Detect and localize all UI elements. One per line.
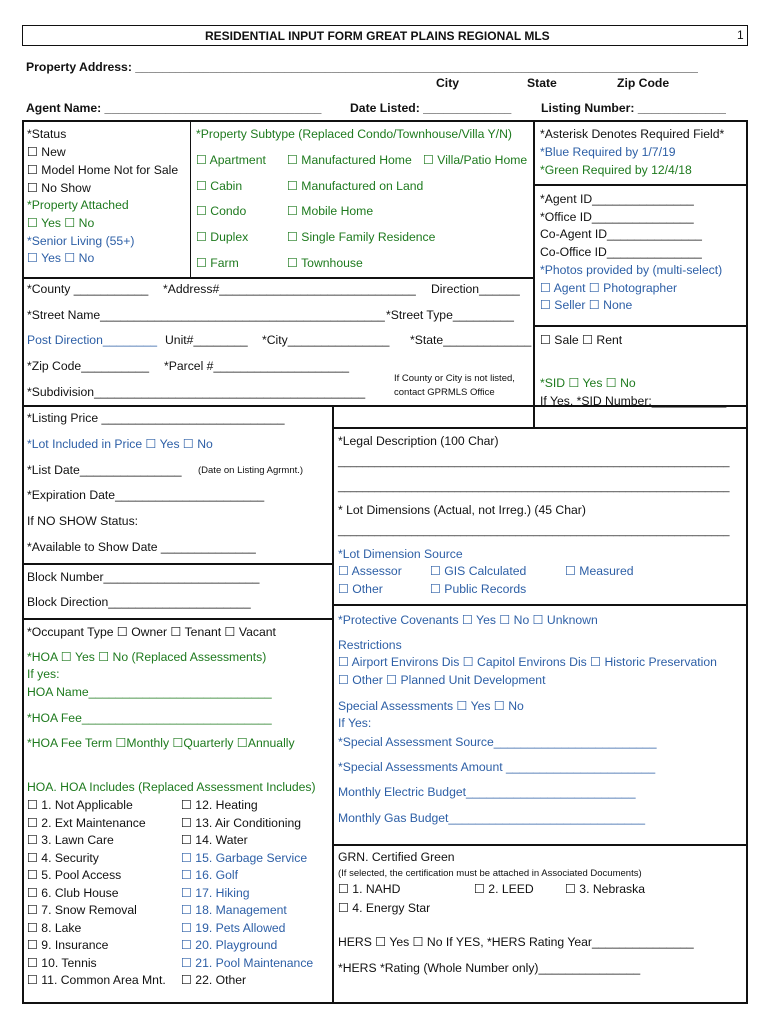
available-show-date-field[interactable]: *Available to Show Date ______________ [27, 540, 256, 554]
grid-line [22, 618, 333, 620]
grid-line [22, 563, 333, 565]
hoa-include-item[interactable]: ☐ 13. Air Conditioning [181, 815, 302, 830]
hoa-include-item[interactable]: ☐ 17. Hiking [181, 885, 250, 900]
green-heading: GRN. Certified Green [338, 850, 455, 864]
post-direction-field[interactable]: Post Direction________ [27, 333, 158, 347]
hoa-include-item[interactable]: ☐ 1. Not Applicable [27, 798, 133, 812]
grid-line [333, 844, 748, 846]
office-id-field[interactable]: *Office ID_______________ [540, 210, 694, 224]
legal-description-label: *Legal Description (100 Char) [338, 434, 499, 448]
legend-blue: *Blue Required by 1/7/19 [540, 145, 676, 159]
sale-rent-checkbox[interactable]: ☐ Sale ☐ Rent [540, 333, 623, 347]
senior-living-checkbox[interactable]: ☐ Yes ☐ No [27, 251, 95, 265]
subtype-duplex[interactable]: ☐ Duplex [196, 230, 249, 244]
special-assessments-checkbox[interactable]: Special Assessments ☐ Yes ☐ No [338, 699, 524, 713]
hoa-include-item[interactable]: ☐ 21. Pool Maintenance [181, 955, 314, 970]
subtype-townhouse[interactable]: ☐ Townhouse [287, 256, 363, 270]
direction-field[interactable]: Direction______ [431, 282, 520, 296]
grid-line [746, 120, 748, 1004]
green-note: (If selected, the certification must be attached in Associated Documents) [338, 868, 642, 879]
hoa-fee-field[interactable]: *HOA Fee____________________________ [27, 711, 272, 725]
form-title: RESIDENTIAL INPUT FORM GREAT PLAINS REGIONAL MLS [205, 29, 550, 43]
legal-description-line1[interactable]: ________________________________________________________________ [338, 456, 730, 468]
lot-included-checkbox[interactable]: *Lot Included in Price ☐ Yes ☐ No [27, 437, 213, 451]
subtype-cabin[interactable]: ☐ Cabin [196, 179, 243, 193]
status-no-show-checkbox[interactable]: ☐ No Show [27, 181, 91, 195]
list-date-note: (Date on Listing Agrmnt.) [198, 465, 304, 476]
subtype-heading: *Property Subtype (Replaced Condo/Townhouse/Villa Y/N) [196, 127, 512, 141]
zip-label: Zip Code [617, 76, 670, 90]
green-energy-star-checkbox[interactable]: ☐ 4. Energy Star [338, 901, 431, 915]
green-leed-checkbox[interactable]: ☐ 2. LEED [474, 882, 534, 896]
subtype-manufactured-home[interactable]: ☐ Manufactured Home [287, 153, 412, 167]
grid-line [333, 604, 748, 606]
legend-asterisk: *Asterisk Denotes Required Field* [540, 127, 725, 141]
grid-line [534, 184, 748, 186]
zip-code-field[interactable]: *Zip Code__________ [27, 359, 149, 373]
city-label: City [436, 76, 460, 90]
subtype-condo[interactable]: ☐ Condo [196, 204, 247, 218]
special-source-field[interactable]: *Special Assessment Source________________________ [338, 735, 657, 749]
subtype-mobile-home[interactable]: ☐ Mobile Home [287, 204, 374, 218]
hoa-if-yes-label: If yes: [27, 667, 60, 681]
sid-checkbox[interactable]: *SID ☐ Yes ☐ No [540, 376, 636, 390]
hoa-include-item[interactable]: ☐ 5. Pool Access [27, 868, 122, 882]
agent-name-field[interactable]: Agent Name: ________________________________ [26, 101, 322, 115]
status-new-checkbox[interactable]: ☐ New [27, 145, 66, 159]
grid-line [533, 121, 535, 427]
county-note-line2: contact GPRMLS Office [394, 387, 495, 398]
hoa-include-item[interactable]: ☐ 19. Pets Allowed [181, 920, 286, 935]
hoa-include-item[interactable]: ☐ 15. Garbage Service [181, 850, 308, 865]
hoa-include-item[interactable]: ☐ 2. Ext Maintenance [27, 815, 146, 830]
hoa-checkbox[interactable]: *HOA ☐ Yes ☐ No (Replaced Assessments) [27, 650, 267, 664]
grid-line [534, 325, 748, 327]
special-if-yes-label: If Yes: [338, 716, 372, 730]
lot-dimensions-line[interactable]: ________________________________________________________________ [338, 525, 730, 537]
grid-line [22, 1002, 748, 1004]
hoa-include-item[interactable]: ☐ 10. Tennis [27, 955, 97, 970]
protective-covenants-checkbox[interactable]: *Protective Covenants ☐ Yes ☐ No ☐ Unknown [338, 613, 598, 627]
state-label: State [527, 76, 557, 90]
subtype-single-family[interactable]: ☐ Single Family Residence [287, 230, 436, 244]
hoa-name-field[interactable]: HOA Name___________________________ [27, 685, 272, 699]
block-direction-field[interactable]: Block Direction_____________________ [27, 595, 251, 609]
address-number-field[interactable]: *Address#_____________________________ [163, 282, 416, 296]
lot-source-other[interactable]: ☐ Other [338, 582, 383, 596]
subtype-apartment[interactable]: ☐ Apartment [196, 153, 266, 167]
grid-line [22, 120, 24, 1004]
photos-agent-photographer-checkbox[interactable]: ☐ Agent ☐ Photographer [540, 281, 678, 295]
occupant-type-checkbox[interactable]: *Occupant Type ☐ Owner ☐ Tenant ☐ Vacant [27, 625, 276, 639]
hoa-include-item[interactable]: ☐ 16. Golf [181, 868, 238, 882]
restrictions-row1-checkbox[interactable]: ☐ Airport Environs Dis ☐ Capitol Environs Dis ☐ Historic Preservation [338, 655, 717, 669]
gas-budget-field[interactable]: Monthly Gas Budget_____________________________ [338, 811, 645, 825]
status-heading: *Status [27, 127, 67, 141]
electric-budget-field[interactable]: Monthly Electric Budget_________________________ [338, 785, 636, 799]
state-field[interactable]: *State_____________ [410, 333, 532, 347]
hoa-include-item[interactable]: ☐ 11. Common Area Mnt. [27, 973, 166, 987]
legal-description-line2[interactable]: ________________________________________________________________ [338, 481, 730, 493]
grid-line [22, 120, 748, 122]
subtype-manufactured-land[interactable]: ☐ Manufactured on Land [287, 179, 424, 193]
street-name-field[interactable]: *Street Name__________________________________________ [27, 308, 385, 322]
hoa-fee-term-checkbox[interactable]: *HOA Fee Term ☐Monthly ☐Quarterly ☐Annually [27, 736, 295, 750]
list-date-field[interactable]: *List Date_______________ [27, 463, 182, 477]
subtype-farm[interactable]: ☐ Farm [196, 256, 239, 270]
hoa-include-item[interactable]: ☐ 18. Management [181, 903, 287, 917]
hers-checkbox[interactable]: HERS ☐ Yes ☐ No If YES, *HERS Rating Year_______________ [338, 935, 694, 949]
parcel-field[interactable]: *Parcel #____________________ [164, 359, 350, 373]
green-nebraska-checkbox[interactable]: ☐ 3. Nebraska [565, 882, 646, 896]
city-field[interactable]: *City_______________ [262, 333, 390, 347]
hoa-include-item[interactable]: ☐ 14. Water [181, 833, 248, 847]
county-note-line1: If County or City is not listed, [394, 373, 515, 384]
date-listed-field[interactable]: Date Listed: _____________ [350, 101, 512, 115]
lot-source-assessor[interactable]: ☐ Assessor [338, 564, 402, 578]
restrictions-label: Restrictions [338, 638, 402, 652]
block-number-field[interactable]: Block Number_______________________ [27, 570, 260, 584]
hoa-include-item[interactable]: ☐ 7. Snow Removal [27, 903, 137, 917]
property-address-field[interactable]: Property Address: ___________________________________________________________________________________ [26, 60, 698, 74]
sid-number-field[interactable]: If Yes, *SID Number:___________ [540, 394, 727, 408]
page-number: 1 [737, 28, 744, 42]
hoa-include-item[interactable]: ☐ 8. Lake [27, 920, 82, 935]
hoa-include-item[interactable]: ☐ 4. Security [27, 850, 99, 865]
property-attached-label: *Property Attached [27, 198, 129, 212]
restrictions-row2-checkbox[interactable]: ☐ Other ☐ Planned Unit Development [338, 673, 546, 687]
lot-source-public-records[interactable]: ☐ Public Records [430, 582, 527, 596]
lot-source-measured[interactable]: ☐ Measured [565, 564, 634, 578]
photos-label: *Photos provided by (multi-select) [540, 263, 723, 277]
hers-rating-field[interactable]: *HERS *Rating (Whole Number only)_______________ [338, 961, 641, 975]
hoa-include-item[interactable]: ☐ 6. Club House [27, 885, 119, 900]
grid-line [333, 427, 748, 429]
hoa-include-item[interactable]: ☐ 22. Other [181, 973, 247, 987]
hoa-include-item[interactable]: ☐ 3. Lawn Care [27, 833, 114, 847]
lot-source-gis[interactable]: ☐ GIS Calculated [430, 564, 527, 578]
agent-id-field[interactable]: *Agent ID_______________ [540, 192, 694, 206]
hoa-includes-label: HOA. HOA Includes (Replaced Assessment Includes) [27, 780, 316, 794]
lot-source-label: *Lot Dimension Source [338, 547, 463, 561]
subtype-villa-patio[interactable]: ☐ Villa/Patio Home [423, 153, 528, 167]
listing-price-field[interactable]: *Listing Price ___________________________ [27, 411, 285, 425]
photos-seller-none-checkbox[interactable]: ☐ Seller ☐ None [540, 298, 633, 312]
green-nahd-checkbox[interactable]: ☐ 1. NAHD [338, 882, 401, 896]
co-agent-id-field[interactable]: Co-Agent ID______________ [540, 227, 702, 241]
lot-dimensions-label: * Lot Dimensions (Actual, not Irreg.) (45 Char) [338, 503, 586, 517]
legend-green: *Green Required by 12/4/18 [540, 163, 692, 177]
senior-living-label: *Senior Living (55+) [27, 234, 135, 248]
hoa-include-item[interactable]: ☐ 20. Playground [181, 938, 278, 952]
hoa-include-item[interactable]: ☐ 9. Insurance [27, 938, 109, 952]
unit-field[interactable]: Unit#________ [165, 333, 248, 347]
co-office-id-field[interactable]: Co-Office ID______________ [540, 245, 702, 259]
status-model-home-checkbox[interactable]: ☐ Model Home Not for Sale [27, 163, 179, 177]
county-field[interactable]: *County ___________ [27, 282, 149, 296]
subdivision-field[interactable]: *Subdivision________________________________________ [27, 385, 366, 399]
grid-line [332, 405, 334, 1003]
special-amount-field[interactable]: *Special Assessments Amount ______________________ [338, 760, 656, 774]
hoa-include-item[interactable]: ☐ 12. Heating [181, 798, 258, 812]
listing-number-field[interactable]: Listing Number: _____________ [541, 101, 726, 115]
grid-line [190, 121, 191, 278]
grid-line [22, 277, 534, 279]
expiration-date-field[interactable]: *Expiration Date______________________ [27, 488, 265, 502]
no-show-status-label: If NO SHOW Status: [27, 514, 139, 528]
property-attached-checkbox[interactable]: ☐ Yes ☐ No [27, 216, 95, 230]
street-type-field[interactable]: *Street Type_________ [386, 308, 514, 322]
